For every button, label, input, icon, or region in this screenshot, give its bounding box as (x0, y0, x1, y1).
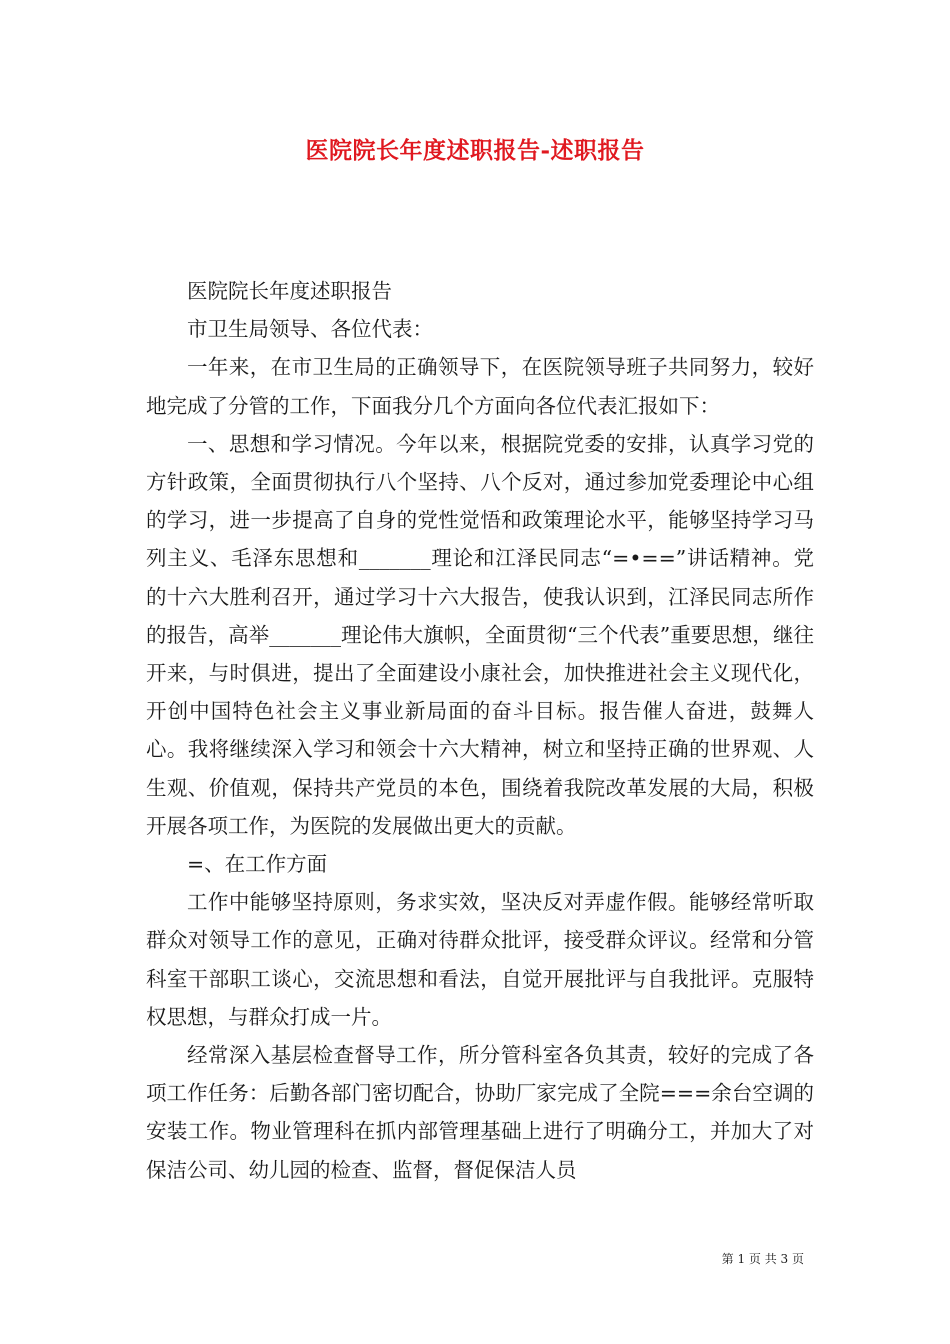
paragraph-work-supervision: 经常深入基层检查督导工作，所分管科室各负其责，较好的完成了各项工作任务：后勤各部门密切配合，协助厂家完成了全院===余台空调的安装工作。物业管理科在抓内部管理基础上进行了明确分工，并加大了对保洁公司、幼儿园的检查、监督，督促保洁人员 (146, 1043, 814, 1182)
paragraph-work-principles: 工作中能够坚持原则，务求实效，坚决反对弄虚作假。能够经常听取群众对领导工作的意见，正确对待群众批评，接受群众评议。经常和分管科室干部职工谈心，交流思想和看法，自觉开展批评与自我批评。克服特权思想，与群众打成一片。 (146, 890, 814, 1029)
document-title: 医院院长年度述职报告-述职报告 (305, 137, 645, 164)
paragraph-heading: 医院院长年度述职报告 (187, 279, 392, 303)
paragraph-section-work: =、在工作方面 (187, 852, 328, 877)
document-body (146, 272, 814, 1189)
paragraph-thought-study: 一、思想和学习情况。今年以来，根据院党委的安排，认真学习党的方针政策，全面贯彻执行八个坚持、八个反对，通过参加党委理论中心组的学习，进一步提高了自身的党性觉悟和政策理论水平，能够坚持学习马列主义、毛泽东思想和_______理论和江泽民同志“=•==”讲话精神。党的十六大胜利召开，通过学习十六大报告，使我认识到，江泽民同志所作的报告，高举_______理论伟大旗帜，全面贯彻“三个代表”重要思想，继往开来，与时俱进，提出了全面建设小康社会，加快推进社会主义现代化，开创中国特色社会主义事业新局面的奋斗目标。报告催人奋进，鼓舞人心。我将继续深入学习和领会十六大精神，树立和坚持正确的世界观、人生观、价值观，保持共产党员的本色，围绕着我院改革发展的大局，积极开展各项工作，为医院的发展做出更大的贡献。 (146, 431, 814, 838)
page-number: 第 1 页 共 3 页 (721, 1252, 804, 1266)
paragraph-intro: 一年来，在市卫生局的正确领导下，在医院领导班子共同努力，较好地完成了分管的工作，下面我分几个方面向各位代表汇报如下： (146, 355, 814, 418)
paragraph-salutation: 市卫生局领导、各位代表： (187, 317, 433, 342)
